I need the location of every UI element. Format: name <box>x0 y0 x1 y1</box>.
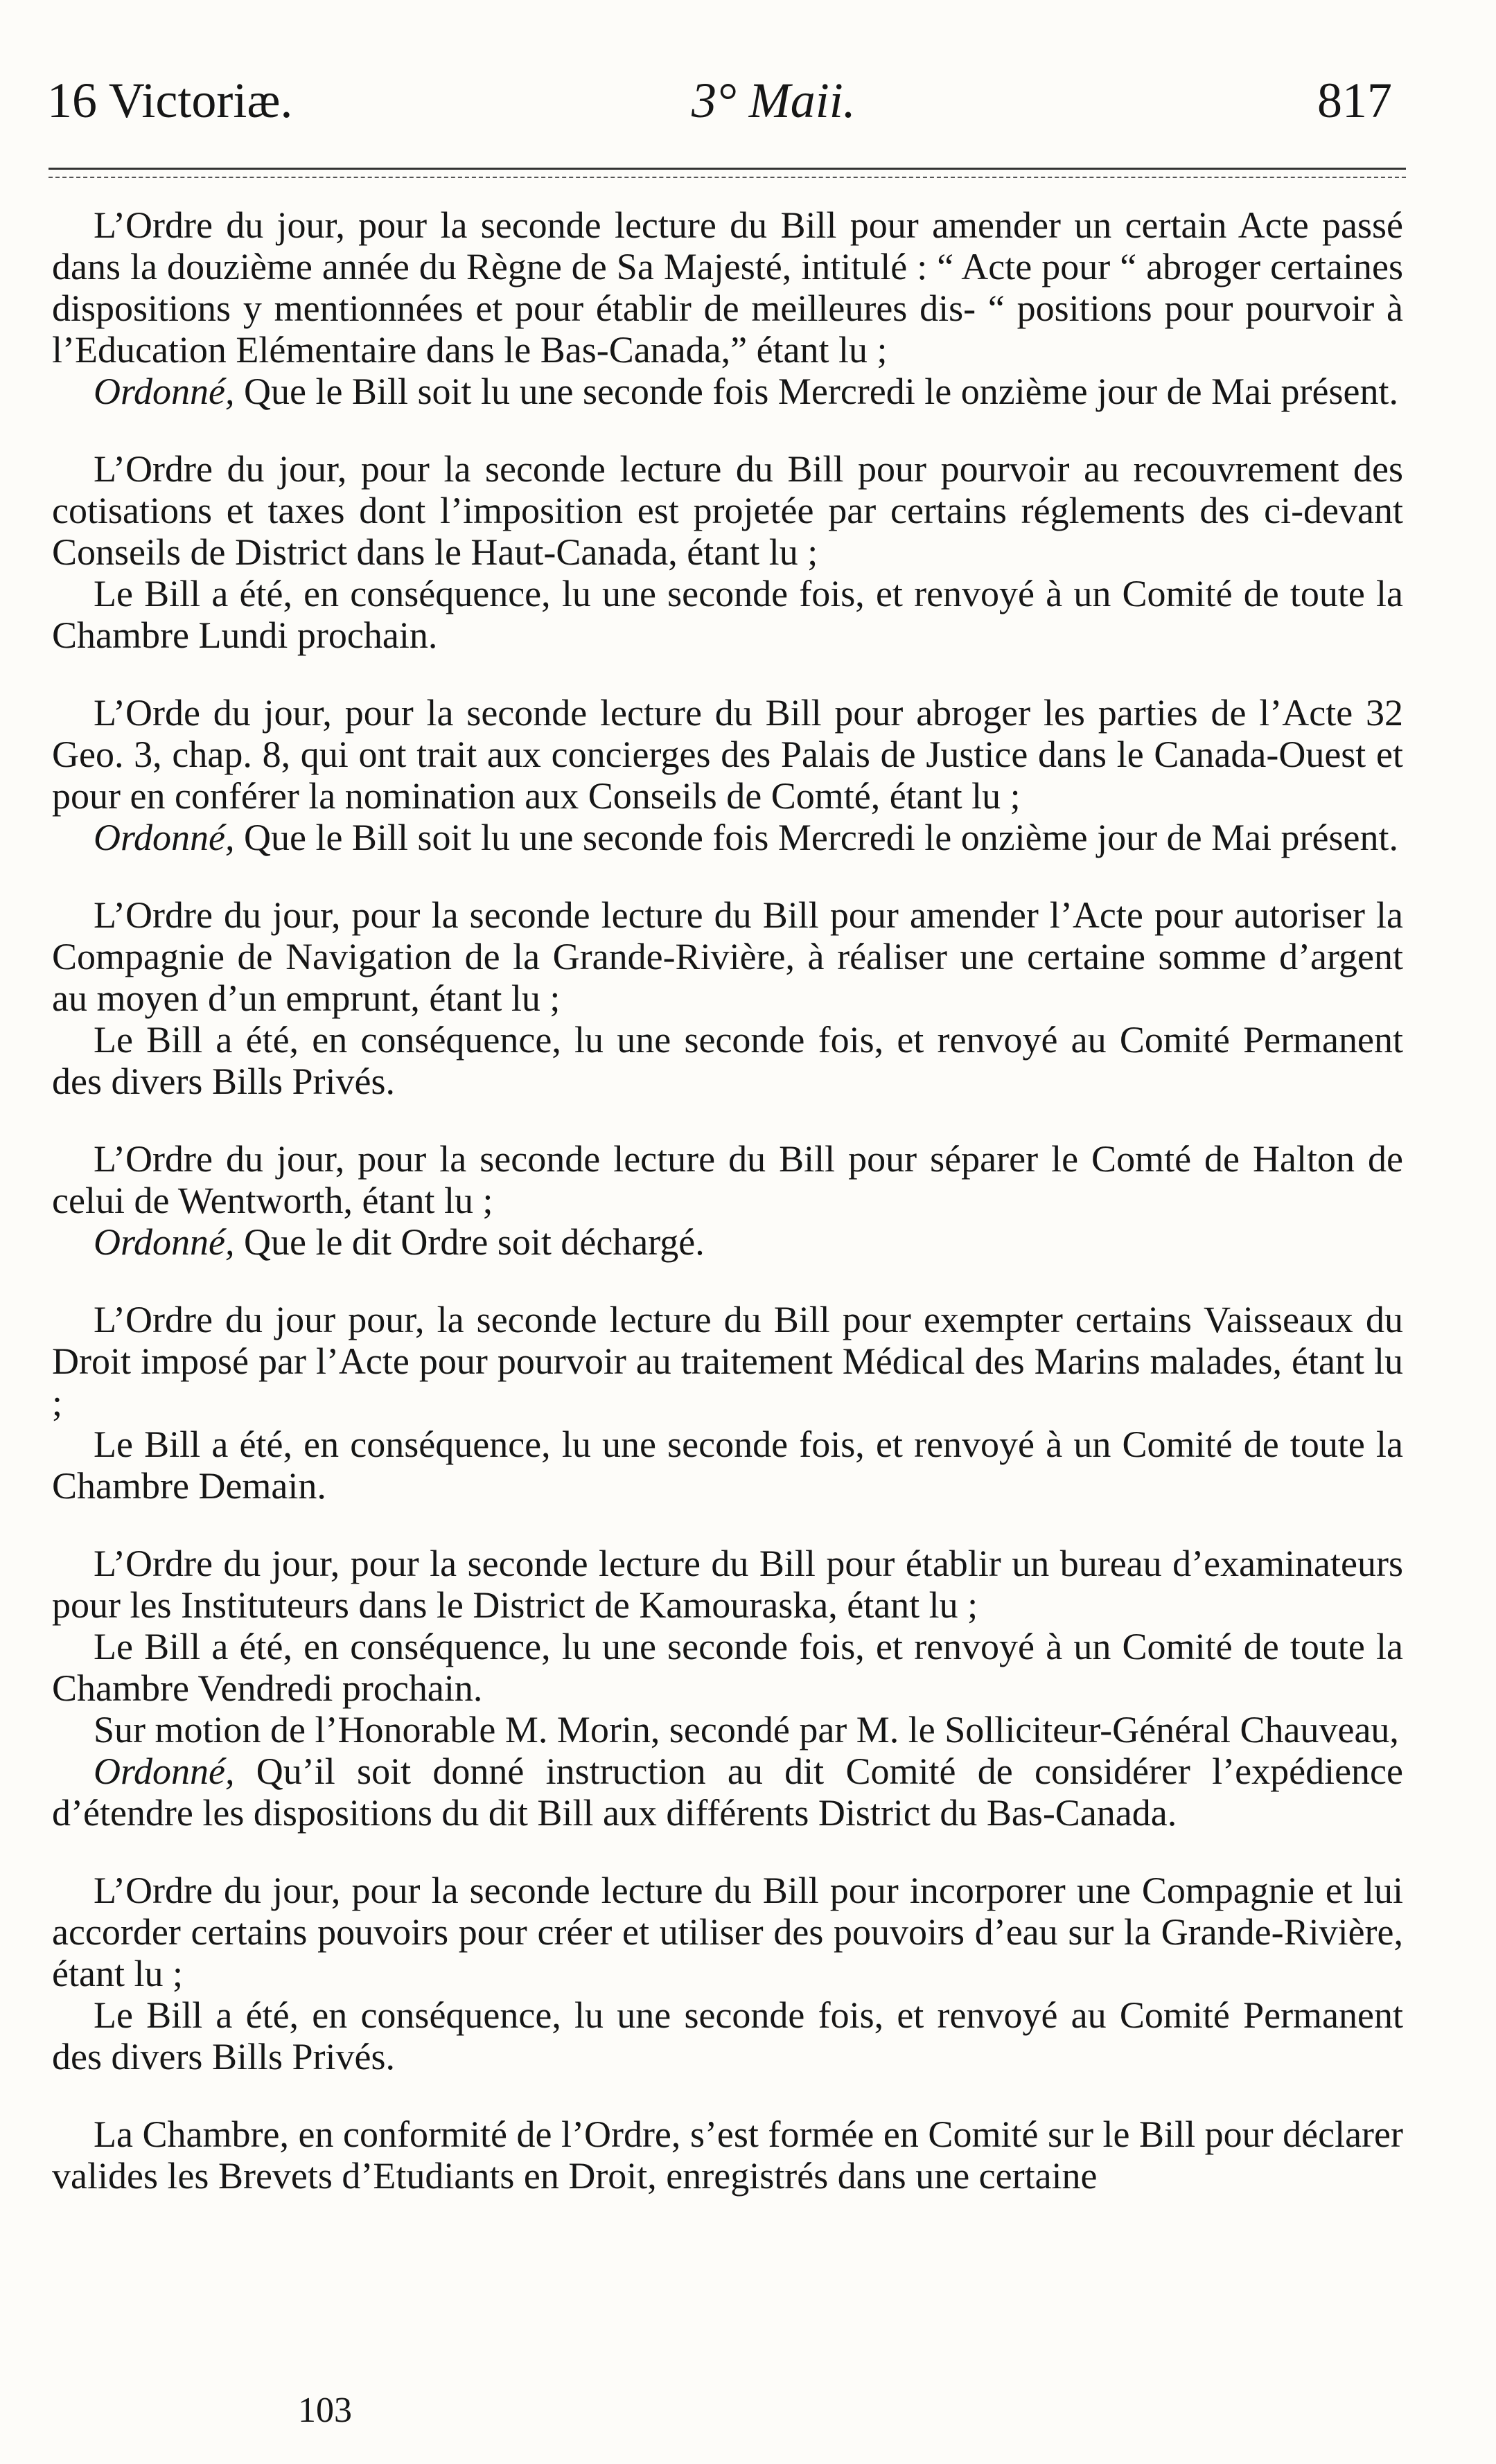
header-rule <box>49 168 1406 178</box>
entry-7 <box>52 1543 1403 1834</box>
signature-mark: 103 <box>298 2391 352 2430</box>
page-body <box>52 204 1403 2197</box>
entry-order <box>52 817 1403 858</box>
entry-motion: Sur motion de l’Honorable M. Morin, secondé par M. le Solliciteur-Général Chauveau, <box>94 1709 1399 1750</box>
order-text: Que le Bill soit lu une seconde fois Mercredi le onzième jour de Mai présent. <box>234 371 1398 412</box>
entry-text: L’Orde du jour, pour la seconde lecture du Bill pour abroger les parties de l’Acte 32 Geo. 3, chap. 8, qui ont trait aux concierges des Palais de Justice dans le Canada-Ouest et pour en conférer la nomination aux Conseils de Comté, étant lu ; <box>52 692 1403 817</box>
order-text: Que le Bill soit lu une seconde fois Mercredi le onzième jour de Mai présent. <box>234 817 1398 858</box>
order-label: Ordonné, <box>94 1221 235 1263</box>
header-regnal-year: 16 Victoriæ. <box>47 73 293 128</box>
entry-1 <box>52 204 1403 412</box>
entry-5 <box>52 1138 1403 1263</box>
entry-text: L’Ordre du jour, pour la seconde lecture du Bill pour amender un certain Acte passé dans la douzième année du Règne de Sa Majesté, intitulé : “ Acte pour “ abroger certaines dispositions y mentionnées et pour établir de meilleures dis- “ positions pour pourvoir à l’Education Elémentaire dans le Bas-Canada,” étant lu ; <box>52 204 1403 371</box>
order-text: Que le dit Ordre soit déchargé. <box>234 1221 705 1263</box>
entry-9 <box>52 2113 1403 2197</box>
entry-order <box>52 371 1403 412</box>
entry-text: La Chambre, en conformité de l’Ordre, s’est formée en Comité sur le Bill pour déclarer valides les Brevets d’Etudiants en Droit, enregistrés dans une certaine <box>52 2113 1403 2197</box>
order-label: Ordonné, <box>94 1750 235 1792</box>
entry-text: L’Ordre du jour, pour la seconde lecture du Bill pour séparer le Comté de Halton de celui de Wentworth, étant lu ; <box>52 1138 1403 1221</box>
entry-result: Le Bill a été, en conséquence, lu une seconde fois, et renvoyé au Comité Permanent des divers Bills Privés. <box>52 1994 1403 2077</box>
entry-8 <box>52 1870 1403 2077</box>
entry-4 <box>52 894 1403 1102</box>
entry-order <box>52 1750 1403 1834</box>
entry-result: Le Bill a été, en conséquence, lu une seconde fois, et renvoyé à un Comité de toute la Chambre Vendredi prochain. <box>52 1626 1403 1709</box>
page-header <box>47 69 1392 132</box>
order-text: Qu’il soit donné instruction au dit Comité de considérer l’expédience d’étendre les dispositions du dit Bill aux différents District du Bas-Canada. <box>52 1750 1403 1834</box>
entry-text: L’Ordre du jour pour, la seconde lecture du Bill pour exempter certains Vaisseaux du Droit imposé par l’Acte pour pourvoir au traitement Médical des Marins malades, étant lu ; <box>52 1299 1403 1424</box>
entry-3 <box>52 692 1403 858</box>
entry-text: L’Ordre du jour, pour la seconde lecture du Bill pour incorporer une Compagnie et lui accorder certains pouvoirs pour créer et utiliser des pouvoirs d’eau sur la Grande-Rivière, étant lu ; <box>52 1870 1403 1994</box>
entry-text: L’Ordre du jour, pour la seconde lecture du Bill pour amender l’Acte pour autoriser la Compagnie de Navigation de la Grande-Rivière, à réaliser une certaine somme d’argent au moyen d’un emprunt, étant lu ; <box>52 894 1403 1019</box>
entry-2 <box>52 448 1403 656</box>
order-label: Ordonné, <box>94 371 235 412</box>
entry-result: Le Bill a été, en conséquence, lu une seconde fois, et renvoyé au Comité Permanent des divers Bills Privés. <box>52 1019 1403 1102</box>
entry-result: Le Bill a été, en conséquence, lu une seconde fois, et renvoyé à un Comité de toute la Chambre Lundi prochain. <box>52 573 1403 656</box>
entry-text: L’Ordre du jour, pour la seconde lecture du Bill pour établir un bureau d’examinateurs pour les Instituteurs dans le District de Kamouraska, étant lu ; <box>52 1543 1403 1626</box>
entry-text: L’Ordre du jour, pour la seconde lecture du Bill pour pourvoir au recouvrement des cotisations et taxes dont l’imposition est projetée par certains réglements des ci-devant Conseils de District dans le Haut-Canada, étant lu ; <box>52 448 1403 573</box>
order-label: Ordonné, <box>94 817 235 858</box>
header-page-number: 817 <box>1317 73 1392 128</box>
header-date: 3° Maii. <box>692 73 856 128</box>
entry-order <box>52 1221 1403 1263</box>
entry-6 <box>52 1299 1403 1507</box>
entry-result: Le Bill a été, en conséquence, lu une seconde fois, et renvoyé à un Comité de toute la Chambre Demain. <box>52 1424 1403 1507</box>
